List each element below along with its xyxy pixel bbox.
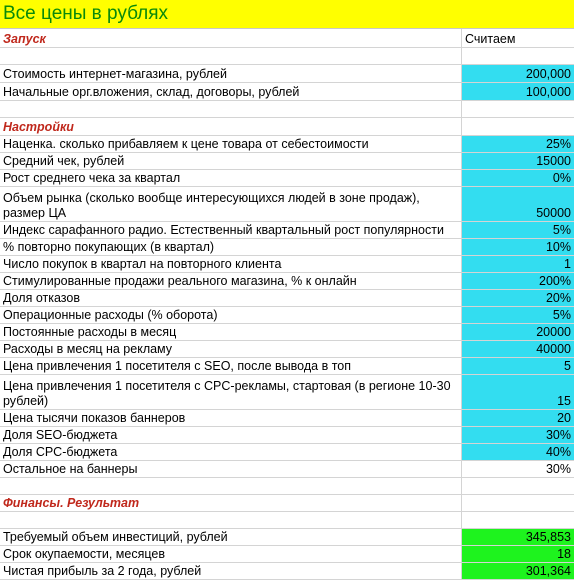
input-value-cell[interactable]: 25% <box>462 136 574 153</box>
table-row <box>0 375 574 410</box>
section-title-finance[interactable]: Финансы. Результат <box>0 495 462 512</box>
input-value-cell[interactable]: 40000 <box>462 341 574 358</box>
empty-cell[interactable] <box>462 118 574 136</box>
row-label[interactable]: Индекс сарафанного радио. Естественный квартальный рост популярности <box>0 222 462 239</box>
column-header-value[interactable]: Считаем <box>462 29 574 48</box>
table-row <box>0 136 574 153</box>
table-row <box>0 239 574 256</box>
row-label[interactable]: Число покупок в квартал на повторного клиента <box>0 256 462 273</box>
input-value-cell[interactable]: 15000 <box>462 153 574 170</box>
input-value-cell[interactable]: 0% <box>462 170 574 187</box>
table-row <box>0 307 574 324</box>
row-label[interactable]: Средний чек, рублей <box>0 153 462 170</box>
row-label[interactable]: Доля CPC-бюджета <box>0 444 462 461</box>
empty-cell[interactable] <box>0 512 462 529</box>
table-row <box>0 427 574 444</box>
row-label[interactable]: Доля SEO-бюджета <box>0 427 462 444</box>
table-row <box>0 410 574 427</box>
result-value-cell[interactable]: 345,853 <box>462 529 574 546</box>
row-label[interactable]: Операционные расходы (% оборота) <box>0 307 462 324</box>
empty-cell[interactable] <box>462 101 574 118</box>
table-row <box>0 65 574 83</box>
row-label[interactable]: Цена привлечения 1 посетителя с SEO, после вывода в топ <box>0 358 462 375</box>
result-value-cell[interactable]: 301,364 <box>462 563 574 580</box>
computed-value-cell[interactable]: 30% <box>462 461 574 478</box>
section-title-settings[interactable]: Настройки <box>0 118 462 136</box>
table-row <box>0 290 574 307</box>
row-label[interactable]: Рост среднего чека за квартал <box>0 170 462 187</box>
sheet-title: Все цены в рублях <box>3 3 169 24</box>
empty-cell[interactable] <box>462 48 574 65</box>
input-value-cell[interactable]: 10% <box>462 239 574 256</box>
row-label[interactable]: Остальное на баннеры <box>0 461 462 478</box>
table-row <box>0 187 574 222</box>
table-row <box>0 153 574 170</box>
table-row <box>0 256 574 273</box>
input-value-cell[interactable]: 1 <box>462 256 574 273</box>
input-value-cell[interactable]: 30% <box>462 427 574 444</box>
table-row <box>0 546 574 563</box>
empty-cell[interactable] <box>0 48 462 65</box>
table-row <box>0 461 574 478</box>
row-label[interactable]: Расходы в месяц на рекламу <box>0 341 462 358</box>
title-bar[interactable] <box>0 0 574 29</box>
input-value-cell[interactable]: 5 <box>462 358 574 375</box>
table-row <box>0 341 574 358</box>
empty-row <box>0 101 574 118</box>
input-value-cell[interactable]: 5% <box>462 222 574 239</box>
row-label[interactable]: Цена тысячи показов баннеров <box>0 410 462 427</box>
empty-row <box>0 478 574 495</box>
row-label[interactable]: Стоимость интернет-магазина, рублей <box>0 65 462 83</box>
row-label[interactable]: Чистая прибыль за 2 года, рублей <box>0 563 462 580</box>
section-row-launch <box>0 29 574 48</box>
empty-cell[interactable] <box>462 512 574 529</box>
section-title-launch[interactable]: Запуск <box>0 29 462 48</box>
input-value-cell[interactable]: 20000 <box>462 324 574 341</box>
table-row <box>0 358 574 375</box>
input-value-cell[interactable]: 200,000 <box>462 65 574 83</box>
input-value-cell[interactable]: 200% <box>462 273 574 290</box>
empty-row <box>0 512 574 529</box>
row-label[interactable]: Срок окупаемости, месяцев <box>0 546 462 563</box>
table-row <box>0 170 574 187</box>
table-row <box>0 222 574 239</box>
row-label[interactable]: Наценка. сколько прибавляем к цене товара от себестоимости <box>0 136 462 153</box>
empty-cell[interactable] <box>0 478 462 495</box>
input-value-cell[interactable]: 20 <box>462 410 574 427</box>
row-label[interactable]: Доля отказов <box>0 290 462 307</box>
input-value-cell[interactable]: 50000 <box>462 187 574 222</box>
row-label[interactable]: Объем рынка (сколько вообще интересующихся людей в зоне продаж), размер ЦА <box>0 187 462 222</box>
empty-cell[interactable] <box>462 495 574 512</box>
row-label[interactable]: Начальные орг.вложения, склад, договоры, рублей <box>0 83 462 101</box>
empty-cell[interactable] <box>0 101 462 118</box>
table-row <box>0 563 574 580</box>
row-label[interactable]: Цена привлечения 1 посетителя с CPC-рекламы, стартовая (в регионе 10-30 рублей) <box>0 375 462 410</box>
section-row-finance <box>0 495 574 512</box>
row-label[interactable]: % повторно покупающих (в квартал) <box>0 239 462 256</box>
section-row-settings <box>0 118 574 136</box>
row-label[interactable]: Требуемый объем инвестиций, рублей <box>0 529 462 546</box>
result-value-cell[interactable]: 18 <box>462 546 574 563</box>
table-row <box>0 273 574 290</box>
input-value-cell[interactable]: 5% <box>462 307 574 324</box>
data-grid <box>0 29 574 580</box>
input-value-cell[interactable]: 40% <box>462 444 574 461</box>
row-label[interactable]: Стимулированные продажи реального магазина, % к онлайн <box>0 273 462 290</box>
table-row <box>0 444 574 461</box>
input-value-cell[interactable]: 100,000 <box>462 83 574 101</box>
empty-cell[interactable] <box>462 478 574 495</box>
table-row <box>0 324 574 341</box>
empty-row <box>0 48 574 65</box>
table-row <box>0 83 574 101</box>
input-value-cell[interactable]: 20% <box>462 290 574 307</box>
input-value-cell[interactable]: 15 <box>462 375 574 410</box>
table-row <box>0 529 574 546</box>
row-label[interactable]: Постоянные расходы в месяц <box>0 324 462 341</box>
